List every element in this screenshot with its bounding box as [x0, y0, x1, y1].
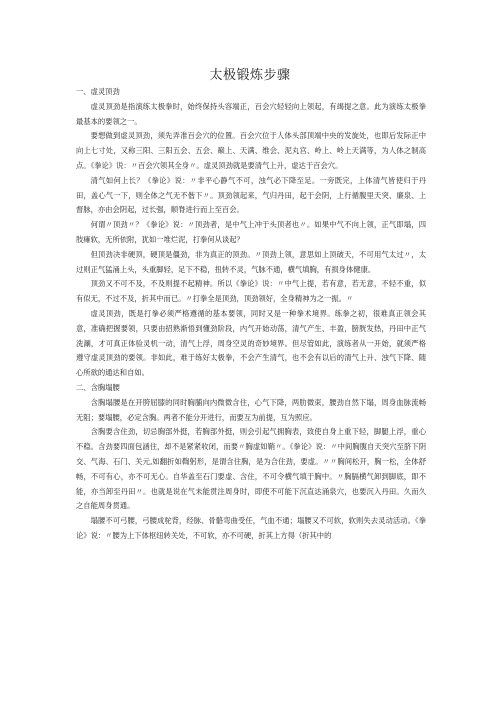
body-paragraph: 顶劲又不可不及，不及则提不起精神。所以《拳论》说：〃中气上提，若有意，若无意，不轻不重，似有似无，不过不及，折其中而已。〃打拳全是顶劲，顶劲领好，全身精神为之一振。〃 [76, 279, 426, 304]
body-paragraph: 虚灵顶劲，既是打拳必须严格遵循的基本要领，同时又是一种拳术境界。练拳之初，很难真正领会其意，准确把握要领，只要由招熟渐悟到懂劲阶段，内气开始动荡，清气产生、丰盈，膀胱发热，丹田中正气洗涮，才可真正体验灵机一动，清气上浮，周身空灵的奇妙境界。但尽管如此，演练者从一开始，就须严格遵守虚灵顶劲的要领。非如此，难于练好太极拳，不会产生清气，也不会有以后的清气上升、浊气下降、随心所欲的通达和自如。 [76, 308, 426, 378]
section-heading: 一、虚灵顶劲 [76, 87, 120, 96]
body-paragraph: 但顶劲决非硬顶，硬顶是僵劲，非为真正的顶劲。〃顶劲上领，意思如上顶破天，不可用气太过〃，太过则正气猛涌上头，头重脚轻，足下不稳，扭转不灵，气脉不通，横气填胸，有损身体健康。 [76, 249, 426, 274]
body-paragraph: 含胸塌腰是在开胯屈膝的同时胸脯向内微微含住，心气下降，两肋微束，腰劲自然下塌，周身血脉流畅无阻；要塌腰，必定含胸。两者不能分开进行，而要互为前提，互为照应。 [76, 397, 426, 422]
body-paragraph: 含胸要含住劲，切忌胸部外挺，若胸部外挺，则会引起气拥胸表，致使自身上重下轻，脚腿上浮，重心不稳。含劲要四面包涵住，却不是紧紧收闭，而要〃胸虚如鞘〃。《拳论》说：〃中间胸腹自天突穴至脐下阴交、气海、石门、关元,如翻折如鞫躬形，是谓含住胸，是为合住劲，要虚。〃〃胸间松开，胸一松，全体舒畅，不可有心，亦不可无心。自华盖至石门要虚、含住，不可令横气填于胸中。〃胸膈横气卸到脚底，即不能，亦当卸至丹田〃。也就是说在气未能贯注周身时，即使不可能下沉直达涌泉穴，也要沉入丹田。久而久之自能周身贯通。 [76, 427, 426, 511]
body-paragraph: 虚灵顶劲是指演练太极拳时，始终保持头容端正，百会穴轻轻向上领起，有竭提之意。此为演练太极拳最基本的要领之一。 [76, 101, 426, 126]
body-paragraph: 塌腰不可弓腰，弓腰成驼背，经脉、骨骼弯曲受任，气血不通；塌腰又不可软，软则失去灵动活动。《拳论》说：〃腰为上下体枢纽转关处，不可软，亦不可硬，折其上方得（折其中的 [76, 516, 426, 540]
body-paragraph: 何谓〃顶劲〃？《拳论》说：〃顶劲者，是中气上冲于头顶者也〃。如果中气不向上领，正气即塌，四肢瘫软，无所依附，犹如一堆烂泥，打拳何从谈起？ [76, 220, 426, 244]
body-paragraph: 清气如何上长？《拳论》说：〃非平心静气不可，浊气必下降至足。一旁既完，上体清气皆使归于丹田，盖心气一下，则全体之气无不偕下〃。顶劲领起来，气归丹田，起于会阴，上行循腹里天突、廉泉、上督脉，亦由会阴起，过长强，顺脊进行而上至百会。 [76, 175, 426, 215]
body-paragraph: 要想做到虚灵顶劲，须先弄准百会穴的位置。百会穴位于人体头部顶端中央的发旋处，也即后发际正中向上七寸处，又称三阳、三阳五会、五会、巅上、天满、维会、泥丸宫、岭上、岭上天满等，为人体之制高点。《拳论》说：〃百会穴领其全身〃。虚灵顶劲就是要清气上升，虚达于百会穴。 [76, 131, 426, 170]
section-heading: 二、含胸塌腰 [76, 382, 120, 392]
document-title: 太极锻炼步骤 [209, 68, 291, 83]
document-body [76, 85, 426, 544]
